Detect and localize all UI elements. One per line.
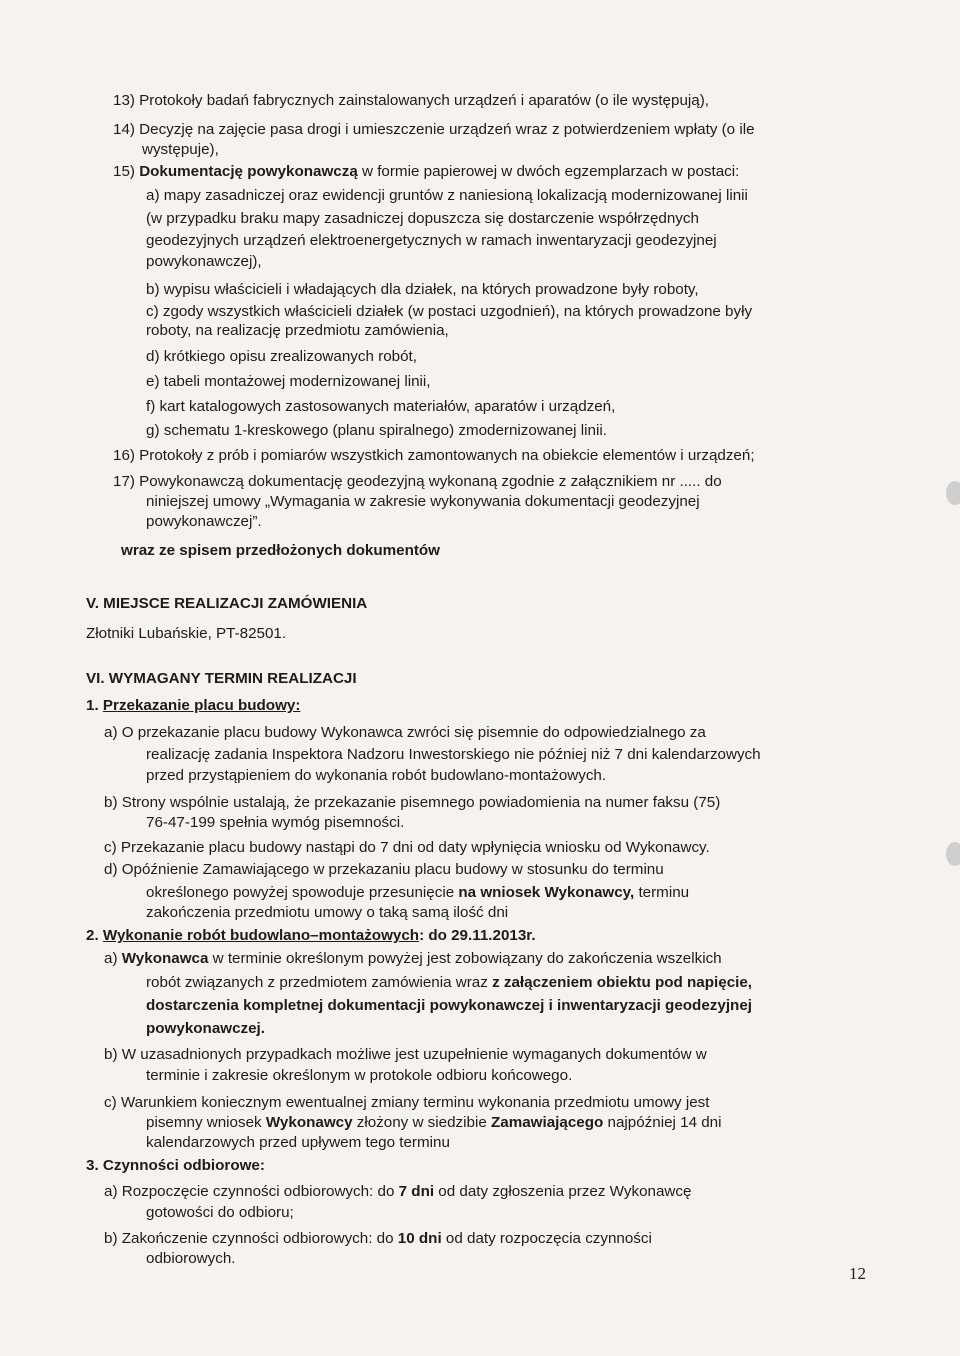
p2-c-line2-c: złożony w siedzibie: [352, 1114, 491, 1131]
p2-b-line2: terminie i zakresie określonym w protokole odbioru końcowego.: [146, 1067, 573, 1084]
p1-d-line1: d) Opóźnienie Zamawiającego w przekazaniu placu budowy w stosunku do terminu: [104, 861, 664, 878]
documents-list-note: wraz ze spisem przedłożonych dokumentów: [121, 542, 440, 559]
sub-a-line2: (w przypadku braku mapy zasadniczej dopuszcza się dostarczenie współrzędnych: [146, 210, 699, 227]
point-2-num: 2.: [86, 927, 99, 944]
point-3-num: 3.: [86, 1157, 99, 1174]
p1-d-line2-a: określonego powyżej spowoduje przesunięcie: [146, 884, 459, 901]
p1-b-line2: 76-47-199 spełnia wymóg pisemności.: [146, 814, 405, 831]
p2-a-line4: powykonawczej.: [146, 1020, 266, 1037]
p2-b-line1: b) W uzasadnionych przypadkach możliwe jest uzupełnienie wymaganych dokumentów w: [104, 1046, 707, 1063]
section-vi-heading: VI. WYMAGANY TERMIN REALIZACJI: [86, 670, 357, 687]
p1-a-line2: realizację zadania Inspektora Nadzoru Inwestorskiego nie później niż 7 dni kalendarzowych: [146, 746, 761, 763]
point-2-date: : do 29.11.2013r.: [419, 927, 536, 944]
p2-a-line1-bold: Wykonawca: [121, 950, 209, 967]
item-15: [113, 162, 739, 182]
item-17-line2: niniejszej umowy „Wymagania w zakresie wykonywania dokumentacji geodezyjnej: [146, 493, 700, 510]
p1-d-line2: [146, 883, 689, 903]
p1-d-line2-c: terminu: [634, 884, 690, 901]
item-14-line2: występuje),: [142, 141, 219, 158]
point-1-num: 1.: [86, 697, 99, 714]
p3-b-line1-bold: 10 dni: [397, 1230, 442, 1247]
point-2-heading: [86, 926, 536, 946]
p2-c-line2-e: najpóźniej 14 dni: [603, 1114, 722, 1131]
p1-b-line1: b) Strony wspólnie ustalają, że przekazanie pisemnego powiadomienia na numer faksu (75): [104, 794, 721, 811]
p2-a-line2: [146, 973, 752, 993]
p3-b-line1: [104, 1229, 652, 1249]
item-14-line1: 14) Decyzję na zajęcie pasa drogi i umieszczenie urządzeń wraz z potwierdzeniem wpłaty (o ile: [113, 121, 755, 138]
point-3-title: Czynności odbiorowe:: [102, 1157, 265, 1174]
sub-b: b) wypisu właścicieli i władających dla działek, na których prowadzone były roboty,: [146, 281, 699, 298]
sub-a-line3: geodezyjnych urządzeń elektroenergetycznych w ramach inwentaryzacji geodezyjnej: [146, 232, 717, 249]
sub-e: e) tabeli montażowej modernizowanej linii,: [146, 373, 431, 390]
sub-a-line4: powykonawczej),: [146, 253, 262, 270]
p3-a-line1-a: a) Rozpoczęcie czynności odbiorowych: do: [104, 1183, 399, 1200]
item-17-line3: powykonawczej”.: [146, 513, 262, 530]
sub-g: g) schematu 1-kreskowego (planu spiralnego) zmodernizowanej linii.: [146, 422, 607, 439]
p2-a-line2-bold: z załączeniem obiektu pod napięcie,: [492, 974, 753, 991]
point-1-title: Przekazanie placu budowy:: [102, 697, 301, 714]
item-16: 16) Protokoły z prób i pomiarów wszystkich zamontowanych na obiekcie elementów i urządzeń;: [113, 447, 755, 464]
page-number: 12: [849, 1264, 866, 1283]
sub-c-line1: c) zgody wszystkich właścicieli działek (w postaci uzgodnień), na których prowadzone były: [146, 303, 753, 320]
p2-c-line1: c) Warunkiem koniecznym ewentualnej zmiany terminu wykonania przedmiotu umowy jest: [104, 1094, 710, 1111]
point-2-title: Wykonanie robót budowlano–montażowych: [102, 927, 420, 944]
p3-a-line1-bold: 7 dni: [398, 1183, 435, 1200]
p2-c-line2: [146, 1113, 722, 1133]
p2-c-line2-bold2: Zamawiającego: [491, 1114, 604, 1131]
p2-a-line1: [104, 949, 722, 969]
p2-a-line2-a: robót związanych z przedmiotem zamówienia wraz: [146, 974, 493, 991]
p3-a-line1-c: od daty zgłoszenia przez Wykonawcę: [434, 1183, 692, 1200]
p3-b-line1-a: b) Zakończenie czynności odbiorowych: do: [104, 1230, 398, 1247]
item-17-line1: 17) Powykonawczą dokumentację geodezyjną wykonaną zgodnie z załącznikiem nr ..... do: [113, 473, 722, 490]
sub-a-line1: a) mapy zasadniczej oraz ewidencji gruntów z naniesioną lokalizacją modernizowanej linii: [146, 187, 748, 204]
p2-c-line2-bold1: Wykonawcy: [265, 1114, 353, 1131]
section-v-heading: V. MIEJSCE REALIZACJI ZAMÓWIENIA: [86, 595, 368, 612]
binding-hole-mark: [946, 481, 960, 505]
sub-f: f) kart katalogowych zastosowanych materiałów, aparatów i urządzeń,: [146, 398, 616, 415]
p1-d-line3: zakończenia przedmiotu umowy o taką samą ilość dni: [146, 904, 509, 921]
p1-d-line2-bold: na wniosek Wykonawcy,: [458, 884, 635, 901]
sub-c-line2: roboty, na realizację przedmiotu zamówienia,: [146, 322, 449, 339]
p2-a-line3: dostarczenia kompletnej dokumentacji powykonawczej i inwentaryzacji geodezyjnej: [146, 997, 752, 1014]
binding-hole-mark: [946, 842, 960, 866]
item-15-rest: w formie papierowej w dwóch egzemplarzach w postaci:: [357, 163, 740, 180]
p3-a-line2: gotowości do odbioru;: [146, 1204, 294, 1221]
p2-a-line1-a: a): [104, 950, 122, 967]
p3-b-line2: odbiorowych.: [146, 1250, 236, 1267]
item-15-bold: Dokumentację powykonawczą: [139, 163, 358, 180]
p2-c-line2-a: pisemny wniosek: [146, 1114, 266, 1131]
point-1-heading: [86, 696, 300, 716]
p1-c: c) Przekazanie placu budowy nastąpi do 7 dni od daty wpłynięcia wniosku od Wykonawcy.: [104, 839, 710, 856]
p1-a-line3: przed przystąpieniem do wykonania robót budowlano-montażowych.: [146, 767, 607, 784]
item-13: 13) Protokoły badań fabrycznych zainstalowanych urządzeń i aparatów (o ile występują),: [113, 92, 709, 109]
p1-a-line1: a) O przekazanie placu budowy Wykonawca zwróci się pisemnie do odpowiedzialnego za: [104, 724, 706, 741]
item-15-num: 15): [113, 163, 135, 180]
p3-a-line1: [104, 1182, 691, 1202]
sub-d: d) krótkiego opisu zrealizowanych robót,: [146, 348, 417, 365]
p2-c-line3: kalendarzowych przed upływem tego terminu: [146, 1134, 450, 1151]
p2-a-line1-c: w terminie określonym powyżej jest zobowiązany do zakończenia wszelkich: [208, 950, 722, 967]
p3-b-line1-c: od daty rozpoczęcia czynności: [441, 1230, 652, 1247]
location-text: Złotniki Lubańskie, PT-82501.: [86, 625, 287, 642]
point-3-heading: [86, 1156, 265, 1176]
